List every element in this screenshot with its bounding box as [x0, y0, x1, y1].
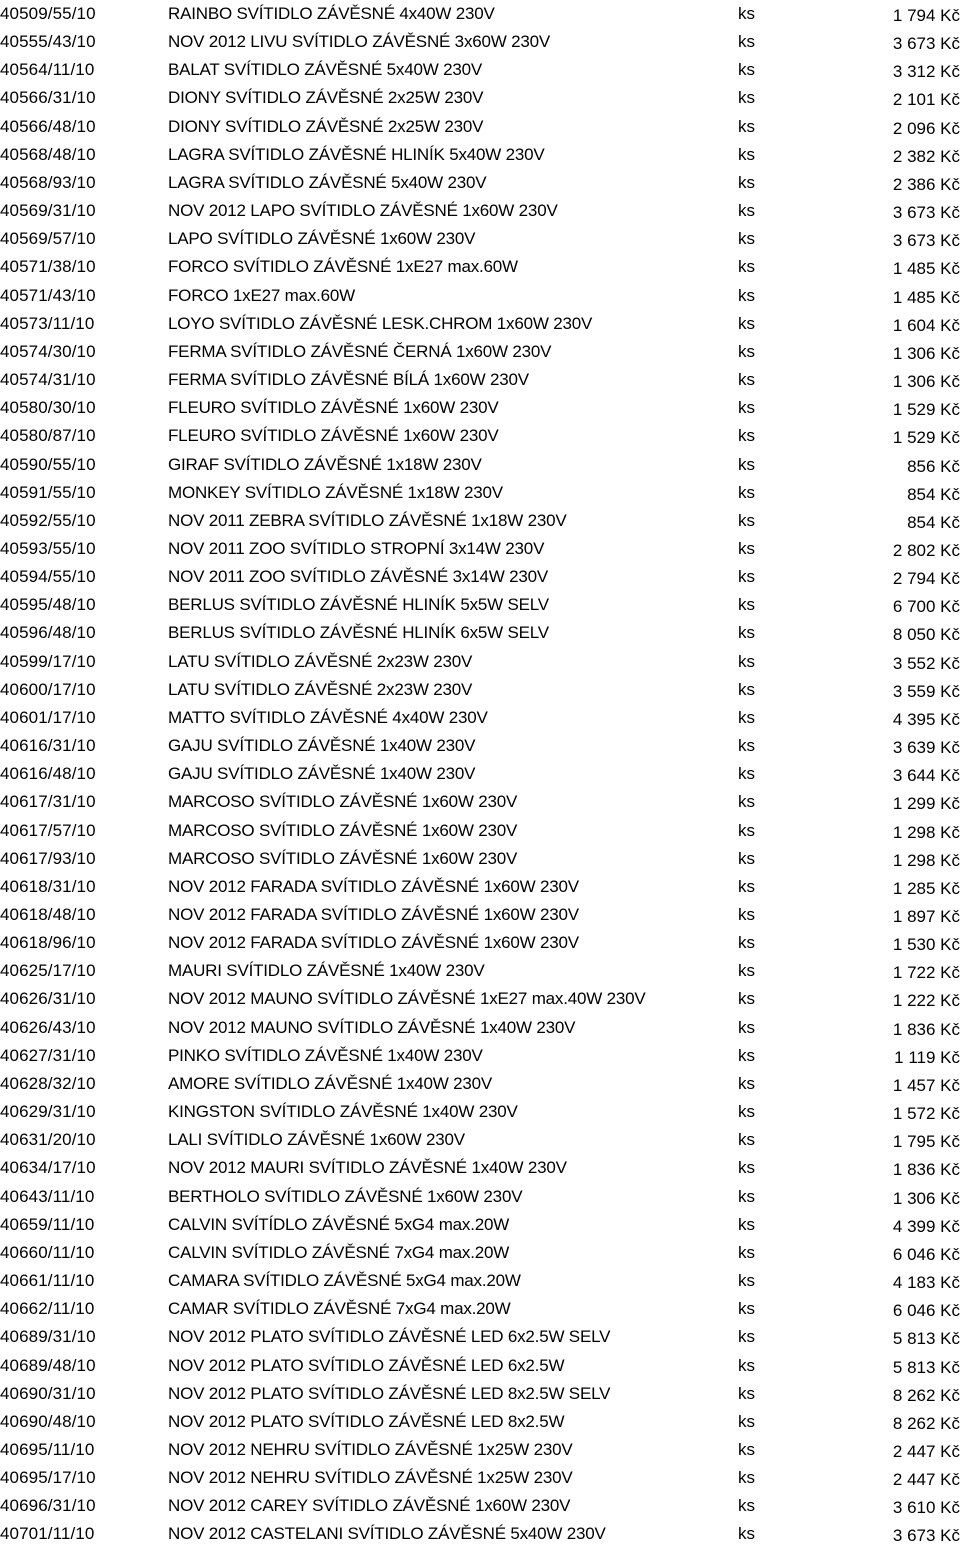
price: 6 700 Kč — [892, 597, 960, 617]
unit: ks — [738, 398, 755, 418]
product-code: 40568/48/10 — [0, 144, 96, 164]
product-name: NOV 2012 FARADA SVÍTIDLO ZÁVĚSNÉ 1x60W 230V — [168, 933, 579, 953]
table-row — [0, 1295, 960, 1323]
table-row — [0, 56, 960, 84]
price: 854 Kč — [907, 484, 960, 504]
table-row — [0, 479, 960, 507]
price: 2 802 Kč — [892, 540, 960, 560]
product-name: LAGRA SVÍTIDLO ZÁVĚSNÉ 5x40W 230V — [168, 172, 487, 192]
table-row — [0, 282, 960, 310]
unit: ks — [738, 313, 755, 333]
unit: ks — [738, 623, 755, 643]
product-name: FORCO SVÍTIDLO ZÁVĚSNÉ 1xE27 max.60W — [168, 257, 518, 277]
table-row — [0, 1267, 960, 1295]
product-code: 40566/31/10 — [0, 88, 96, 108]
table-row — [0, 676, 960, 704]
unit: ks — [738, 905, 755, 924]
product-code: 40509/55/10 — [0, 4, 96, 23]
product-code: 40695/11/10 — [0, 1439, 95, 1459]
product-name: KINGSTON SVÍTIDLO ZÁVĚSNÉ 1x40W 230V — [168, 1102, 518, 1122]
unit: ks — [738, 538, 755, 558]
price: 2 447 Kč — [892, 1441, 960, 1461]
unit: ks — [738, 88, 755, 108]
unit: ks — [738, 595, 755, 615]
product-code: 40690/48/10 — [0, 1411, 96, 1431]
product-code: 40571/43/10 — [0, 285, 96, 305]
unit: ks — [738, 792, 755, 812]
price: 3 639 Kč — [892, 738, 960, 758]
table-row — [0, 394, 960, 422]
unit: ks — [738, 1271, 755, 1291]
product-code: 40617/31/10 — [0, 792, 96, 812]
product-name: MARCOSO SVÍTIDLO ZÁVĚSNÉ 1x60W 230V — [168, 820, 518, 840]
product-code: 40626/43/10 — [0, 1017, 96, 1037]
price: 3 644 Kč — [892, 766, 960, 786]
product-name: DIONY SVÍTIDLO ZÁVĚSNÉ 2x25W 230V — [168, 116, 484, 136]
unit: ks — [738, 567, 755, 587]
price: 2 386 Kč — [892, 174, 960, 194]
table-row — [0, 619, 960, 647]
product-code: 40617/93/10 — [0, 848, 96, 868]
price: 3 673 Kč — [892, 203, 960, 223]
product-code: 40659/11/10 — [0, 1214, 95, 1234]
product-code: 40643/11/10 — [0, 1186, 95, 1206]
product-code: 40625/17/10 — [0, 961, 96, 981]
table-row — [0, 310, 960, 338]
product-name: NOV 2012 FARADA SVÍTIDLO ZÁVĚSNÉ 1x60W 230V — [168, 905, 579, 924]
unit: ks — [738, 961, 755, 981]
unit: ks — [738, 707, 755, 727]
table-row — [0, 1239, 960, 1267]
table-row — [0, 929, 960, 957]
product-code: 40627/31/10 — [0, 1045, 96, 1065]
price: 1 836 Kč — [892, 1160, 960, 1180]
table-row — [0, 535, 960, 563]
unit: ks — [738, 1045, 755, 1065]
price: 1 306 Kč — [892, 1188, 960, 1208]
product-name: GAJU SVÍTIDLO ZÁVĚSNÉ 1x40W 230V — [168, 736, 476, 756]
price: 1 836 Kč — [892, 1019, 960, 1039]
price: 4 395 Kč — [892, 709, 960, 729]
price: 3 673 Kč — [892, 1526, 960, 1546]
table-row — [0, 113, 960, 141]
unit: ks — [738, 736, 755, 756]
unit: ks — [738, 1468, 755, 1488]
product-name: NOV 2012 MAURI SVÍTIDLO ZÁVĚSNÉ 1x40W 230V — [168, 1158, 567, 1178]
table-row — [0, 1042, 960, 1070]
price: 1 722 Kč — [892, 963, 960, 983]
product-name: DIONY SVÍTIDLO ZÁVĚSNÉ 2x25W 230V — [168, 88, 484, 108]
price: 6 046 Kč — [892, 1244, 960, 1264]
table-row — [0, 1380, 960, 1408]
table-row — [0, 817, 960, 845]
product-name: LALI SVÍTIDLO ZÁVĚSNÉ 1x60W 230V — [168, 1130, 465, 1150]
product-code: 40628/32/10 — [0, 1073, 96, 1093]
table-row — [0, 225, 960, 253]
product-code: 40701/11/10 — [0, 1524, 95, 1544]
product-name: BERLUS SVÍTIDLO ZÁVĚSNÉ HLINÍK 5x5W SELV — [168, 595, 549, 615]
unit: ks — [738, 1242, 755, 1262]
product-code: 40689/31/10 — [0, 1327, 96, 1347]
table-row — [0, 1014, 960, 1042]
product-code: 40618/31/10 — [0, 876, 96, 896]
table-row — [0, 28, 960, 56]
price: 1 572 Kč — [892, 1104, 960, 1124]
unit: ks — [738, 876, 755, 896]
table-row — [0, 845, 960, 873]
product-name: MONKEY SVÍTIDLO ZÁVĚSNÉ 1x18W 230V — [168, 482, 503, 502]
price: 2 794 Kč — [892, 569, 960, 589]
table-row — [0, 1126, 960, 1154]
price: 2 382 Kč — [892, 146, 960, 166]
table-row — [0, 1492, 960, 1520]
unit: ks — [738, 933, 755, 953]
unit: ks — [738, 1383, 755, 1403]
table-row — [0, 873, 960, 901]
price: 1 530 Kč — [892, 935, 960, 955]
price: 5 813 Kč — [892, 1357, 960, 1377]
price: 3 552 Kč — [892, 653, 960, 673]
product-code: 40568/93/10 — [0, 172, 96, 192]
product-code: 40573/11/10 — [0, 313, 95, 333]
table-row — [0, 1211, 960, 1239]
price: 1 794 Kč — [892, 6, 960, 25]
table-row — [0, 1520, 960, 1548]
unit: ks — [738, 1299, 755, 1319]
table-row — [0, 0, 960, 28]
price: 2 447 Kč — [892, 1470, 960, 1490]
product-code: 40600/17/10 — [0, 679, 96, 699]
unit: ks — [738, 1186, 755, 1206]
product-name: CAMARA SVÍTIDLO ZÁVĚSNÉ 5xG4 max.20W — [168, 1271, 521, 1291]
price: 1 119 Kč — [894, 1047, 960, 1067]
table-row — [0, 760, 960, 788]
product-name: NOV 2012 PLATO SVÍTIDLO ZÁVĚSNÉ LED 6x2.5W SELV — [168, 1327, 611, 1347]
unit: ks — [738, 989, 755, 1009]
unit: ks — [738, 1158, 755, 1178]
unit: ks — [738, 820, 755, 840]
product-code: 40591/55/10 — [0, 482, 96, 502]
unit: ks — [738, 679, 755, 699]
product-name: CAMAR SVÍTIDLO ZÁVĚSNÉ 7xG4 max.20W — [168, 1299, 511, 1319]
price: 1 222 Kč — [892, 991, 960, 1011]
product-name: PINKO SVÍTIDLO ZÁVĚSNÉ 1x40W 230V — [168, 1045, 483, 1065]
table-row — [0, 1352, 960, 1380]
product-name: NOV 2012 CAREY SVÍTIDLO ZÁVĚSNÉ 1x60W 230V — [168, 1496, 571, 1516]
product-name: NOV 2011 ZOO SVÍTIDLO ZÁVĚSNÉ 3x14W 230V — [168, 567, 548, 587]
price: 5 813 Kč — [892, 1329, 960, 1349]
table-row — [0, 507, 960, 535]
product-code: 40599/17/10 — [0, 651, 96, 671]
product-name: MAURI SVÍTIDLO ZÁVĚSNÉ 1x40W 230V — [168, 961, 485, 981]
product-code: 40569/57/10 — [0, 229, 96, 249]
table-row — [0, 1323, 960, 1351]
table-row — [0, 563, 960, 591]
price: 2 101 Kč — [892, 90, 960, 110]
table-row — [0, 732, 960, 760]
unit: ks — [738, 1327, 755, 1347]
table-row — [0, 1183, 960, 1211]
table-row — [0, 648, 960, 676]
table-row — [0, 1154, 960, 1182]
unit: ks — [738, 172, 755, 192]
unit: ks — [738, 454, 755, 474]
product-code: 40689/48/10 — [0, 1355, 96, 1375]
table-row — [0, 1436, 960, 1464]
product-name: LATU SVÍTIDLO ZÁVĚSNÉ 2x23W 230V — [168, 679, 473, 699]
product-code: 40618/48/10 — [0, 905, 96, 924]
unit: ks — [738, 1130, 755, 1150]
price: 1 457 Kč — [892, 1075, 960, 1095]
unit: ks — [738, 1355, 755, 1375]
product-code: 40634/17/10 — [0, 1158, 96, 1178]
table-row — [0, 253, 960, 281]
product-code: 40662/11/10 — [0, 1299, 95, 1319]
price: 3 559 Kč — [892, 681, 960, 701]
unit: ks — [738, 482, 755, 502]
product-name: AMORE SVÍTIDLO ZÁVĚSNÉ 1x40W 230V — [168, 1073, 493, 1093]
product-code: 40626/31/10 — [0, 989, 96, 1009]
table-row — [0, 169, 960, 197]
unit: ks — [738, 257, 755, 277]
price: 1 604 Kč — [892, 315, 960, 335]
table-row — [0, 1464, 960, 1492]
product-name: NOV 2012 LAPO SVÍTIDLO ZÁVĚSNÉ 1x60W 230V — [168, 201, 558, 221]
price: 1 795 Kč — [892, 1132, 960, 1152]
product-name: MARCOSO SVÍTIDLO ZÁVĚSNÉ 1x60W 230V — [168, 848, 518, 868]
product-name: BERTHOLO SVÍTIDLO ZÁVĚSNÉ 1x60W 230V — [168, 1186, 523, 1206]
product-code: 40695/17/10 — [0, 1468, 96, 1488]
product-code: 40593/55/10 — [0, 538, 96, 558]
table-row — [0, 901, 960, 929]
product-code: 40564/11/10 — [0, 60, 95, 80]
product-name: NOV 2012 MAUNO SVÍTIDLO ZÁVĚSNÉ 1x40W 230V — [168, 1017, 576, 1037]
product-code: 40574/30/10 — [0, 341, 96, 361]
table-row — [0, 957, 960, 985]
product-name: RAINBO SVÍTIDLO ZÁVĚSNÉ 4x40W 230V — [168, 4, 495, 23]
unit: ks — [738, 229, 755, 249]
table-row — [0, 141, 960, 169]
product-code: 40569/31/10 — [0, 201, 96, 221]
product-name: GIRAF SVÍTIDLO ZÁVĚSNÉ 1x18W 230V — [168, 454, 482, 474]
unit: ks — [738, 341, 755, 361]
product-name: NOV 2012 NEHRU SVÍTIDLO ZÁVĚSNÉ 1x25W 230V — [168, 1468, 573, 1488]
price: 1 299 Kč — [892, 794, 960, 814]
product-name: CALVIN SVÍTÍDLO ZÁVĚSNÉ 5xG4 max.20W — [168, 1214, 510, 1234]
price: 4 399 Kč — [892, 1216, 960, 1236]
unit: ks — [738, 1102, 755, 1122]
product-code: 40617/57/10 — [0, 820, 96, 840]
price: 1 485 Kč — [892, 287, 960, 307]
product-name: BERLUS SVÍTIDLO ZÁVĚSNÉ HLINÍK 6x5W SELV — [168, 623, 549, 643]
table-row — [0, 788, 960, 816]
product-name: NOV 2012 PLATO SVÍTIDLO ZÁVĚSNÉ LED 8x2.5W SELV — [168, 1383, 611, 1403]
unit: ks — [738, 144, 755, 164]
unit: ks — [738, 1073, 755, 1093]
product-code: 40696/31/10 — [0, 1496, 96, 1516]
price: 1 485 Kč — [892, 259, 960, 279]
product-name: BALAT SVÍTIDLO ZÁVĚSNÉ 5x40W 230V — [168, 60, 483, 80]
product-name: NOV 2012 CASTELANI SVÍTIDLO ZÁVĚSNÉ 5x40W 230V — [168, 1524, 606, 1544]
product-name: NOV 2011 ZEBRA SVÍTIDLO ZÁVĚSNÉ 1x18W 230V — [168, 510, 567, 530]
price: 1 529 Kč — [892, 400, 960, 420]
price: 1 306 Kč — [892, 372, 960, 392]
product-code: 40566/48/10 — [0, 116, 96, 136]
unit: ks — [738, 651, 755, 671]
table-row — [0, 338, 960, 366]
unit: ks — [738, 116, 755, 136]
product-code: 40601/17/10 — [0, 707, 96, 727]
product-name: MATTO SVÍTIDLO ZÁVĚSNÉ 4x40W 230V — [168, 707, 488, 727]
product-code: 40555/43/10 — [0, 32, 96, 52]
price: 2 096 Kč — [892, 118, 960, 138]
price: 856 Kč — [907, 456, 960, 476]
unit: ks — [738, 1411, 755, 1431]
product-name: NOV 2012 PLATO SVÍTIDLO ZÁVĚSNÉ LED 6x2.5W — [168, 1355, 565, 1375]
product-code: 40618/96/10 — [0, 933, 96, 953]
product-code: 40631/20/10 — [0, 1130, 96, 1150]
price: 6 046 Kč — [892, 1301, 960, 1321]
table-row — [0, 451, 960, 479]
product-name: NOV 2012 FARADA SVÍTIDLO ZÁVĚSNÉ 1x60W 230V — [168, 876, 579, 896]
unit: ks — [738, 285, 755, 305]
table-row — [0, 1098, 960, 1126]
product-name: FERMA SVÍTIDLO ZÁVĚSNÉ ČERNÁ 1x60W 230V — [168, 341, 552, 361]
price: 8 262 Kč — [892, 1385, 960, 1405]
price: 1 529 Kč — [892, 428, 960, 448]
table-row — [0, 591, 960, 619]
price: 8 262 Kč — [892, 1413, 960, 1433]
unit: ks — [738, 32, 755, 52]
price: 854 Kč — [907, 512, 960, 532]
product-code: 40596/48/10 — [0, 623, 96, 643]
product-name: FORCO 1xE27 max.60W — [168, 285, 356, 305]
product-code: 40580/30/10 — [0, 398, 96, 418]
product-code: 40594/55/10 — [0, 567, 96, 587]
unit: ks — [738, 60, 755, 80]
product-code: 40574/31/10 — [0, 370, 96, 390]
product-name: LATU SVÍTIDLO ZÁVĚSNÉ 2x23W 230V — [168, 651, 473, 671]
unit: ks — [738, 1017, 755, 1037]
product-code: 40595/48/10 — [0, 595, 96, 615]
unit: ks — [738, 1439, 755, 1459]
product-code: 40592/55/10 — [0, 510, 96, 530]
price: 1 897 Kč — [892, 907, 960, 926]
product-code: 40629/31/10 — [0, 1102, 96, 1122]
price: 3 673 Kč — [892, 34, 960, 54]
unit: ks — [738, 1524, 755, 1544]
product-code: 40580/87/10 — [0, 426, 96, 446]
price: 3 673 Kč — [892, 231, 960, 251]
unit: ks — [738, 426, 755, 446]
product-name: CALVIN SVÍTIDLO ZÁVĚSNÉ 7xG4 max.20W — [168, 1242, 510, 1262]
product-name: FERMA SVÍTIDLO ZÁVĚSNÉ BÍLÁ 1x60W 230V — [168, 370, 529, 390]
unit: ks — [738, 1496, 755, 1516]
price: 3 312 Kč — [892, 62, 960, 82]
table-row — [0, 422, 960, 450]
product-code: 40571/38/10 — [0, 257, 96, 277]
product-name: LOYO SVÍTIDLO ZÁVĚSNÉ LESK.CHROM 1x60W 230V — [168, 313, 593, 333]
unit: ks — [738, 848, 755, 868]
product-name: NOV 2012 NEHRU SVÍTIDLO ZÁVĚSNÉ 1x25W 230V — [168, 1439, 573, 1459]
product-code: 40660/11/10 — [0, 1242, 95, 1262]
table-row — [0, 84, 960, 112]
table-row — [0, 1408, 960, 1436]
price: 1 306 Kč — [892, 343, 960, 363]
table-row — [0, 1070, 960, 1098]
price: 1 298 Kč — [892, 822, 960, 842]
table-row — [0, 197, 960, 225]
product-name: NOV 2012 PLATO SVÍTIDLO ZÁVĚSNÉ LED 8x2.5W — [168, 1411, 565, 1431]
product-code: 40616/48/10 — [0, 764, 96, 784]
product-name: FLEURO SVÍTIDLO ZÁVĚSNÉ 1x60W 230V — [168, 426, 499, 446]
table-row — [0, 985, 960, 1013]
unit: ks — [738, 201, 755, 221]
unit: ks — [738, 764, 755, 784]
unit: ks — [738, 510, 755, 530]
product-name: LAPO SVÍTIDLO ZÁVĚSNÉ 1x60W 230V — [168, 229, 476, 249]
product-name: NOV 2012 LIVU SVÍTIDLO ZÁVĚSNÉ 3x60W 230V — [168, 32, 551, 52]
table-row — [0, 704, 960, 732]
unit: ks — [738, 1214, 755, 1234]
product-name: MARCOSO SVÍTIDLO ZÁVĚSNÉ 1x60W 230V — [168, 792, 518, 812]
product-code: 40661/11/10 — [0, 1271, 95, 1291]
unit: ks — [738, 4, 755, 23]
product-name: NOV 2012 MAUNO SVÍTIDLO ZÁVĚSNÉ 1xE27 max.40W 230V — [168, 989, 646, 1009]
product-name: FLEURO SVÍTIDLO ZÁVĚSNÉ 1x60W 230V — [168, 398, 499, 418]
product-code: 40616/31/10 — [0, 736, 96, 756]
table-row — [0, 366, 960, 394]
product-name: GAJU SVÍTIDLO ZÁVĚSNÉ 1x40W 230V — [168, 764, 476, 784]
price: 8 050 Kč — [892, 625, 960, 645]
product-name: LAGRA SVÍTIDLO ZÁVĚSNÉ HLINÍK 5x40W 230V — [168, 144, 545, 164]
price: 1 285 Kč — [892, 878, 960, 898]
product-code: 40690/31/10 — [0, 1383, 96, 1403]
price: 4 183 Kč — [892, 1273, 960, 1293]
price: 1 298 Kč — [892, 850, 960, 870]
product-name: NOV 2011 ZOO SVÍTIDLO STROPNÍ 3x14W 230V — [168, 538, 545, 558]
unit: ks — [738, 370, 755, 390]
product-code: 40590/55/10 — [0, 454, 96, 474]
price: 3 610 Kč — [892, 1498, 960, 1518]
